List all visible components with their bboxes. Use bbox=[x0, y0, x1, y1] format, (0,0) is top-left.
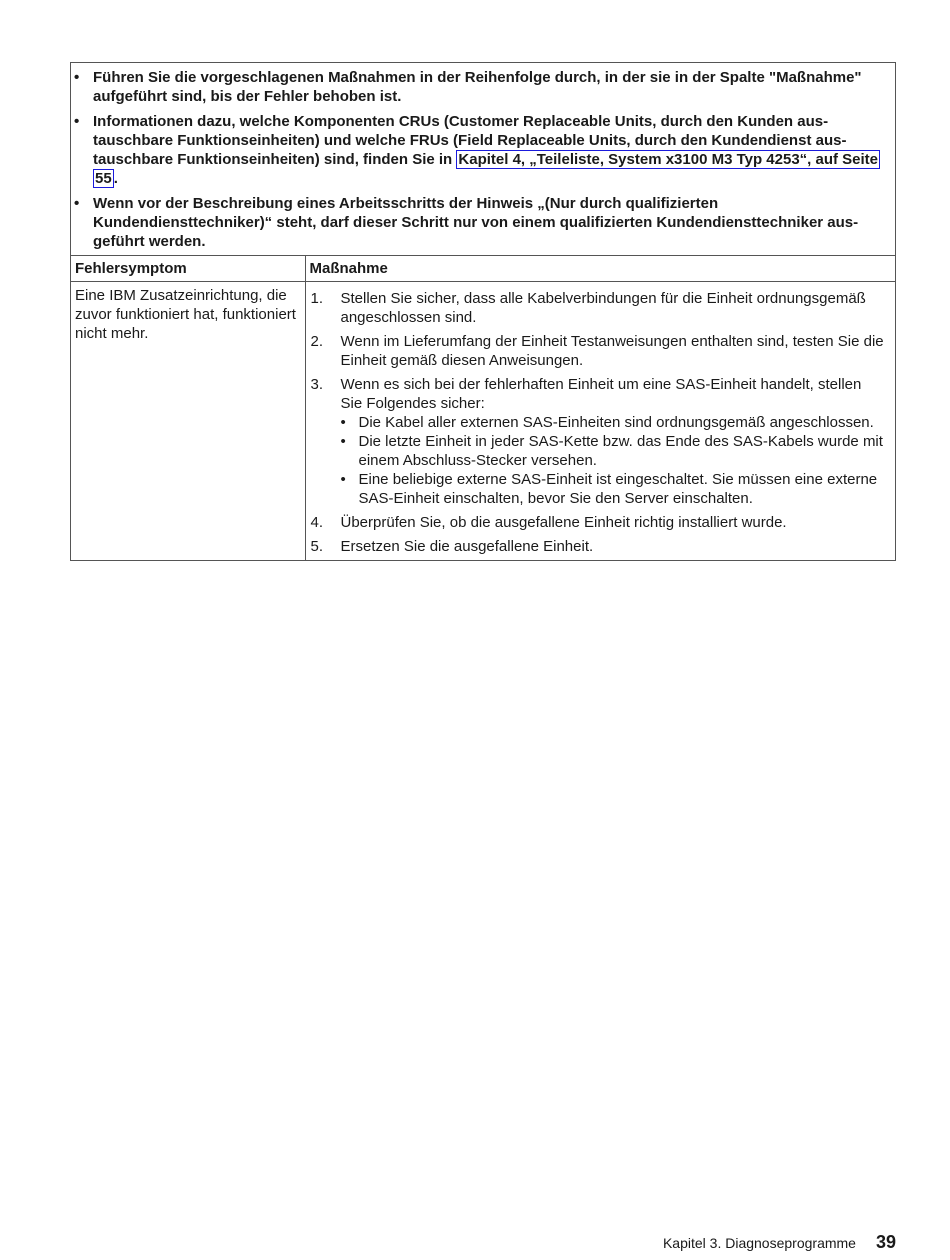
step-text: Ersetzen Sie die ausgefallene Einheit. bbox=[340, 538, 594, 555]
step-item bbox=[311, 375, 886, 508]
notes-list bbox=[71, 63, 895, 255]
page-footer bbox=[663, 1232, 896, 1253]
action-cell bbox=[305, 282, 895, 561]
note-text: Wenn vor der Beschreibung eines Arbeitsschritts der Hinweis „(Nur durch qualifizierten Kundendiensttechniker)“ steht, darf dieser Schritt nur von einem qualifizierten Kundendiensttechniker ausgeführt werden. bbox=[93, 195, 859, 250]
step-text: Wenn im Lieferumfang der Einheit Testanweisungen enthalten sind, testen Sie die Einheit gemäß diesen Anweisungen. bbox=[340, 333, 884, 369]
step-item bbox=[311, 537, 886, 556]
action-steps bbox=[310, 286, 892, 556]
step-number: 2. bbox=[310, 333, 324, 350]
table-row bbox=[71, 282, 895, 561]
step-item bbox=[311, 332, 886, 370]
sub-list bbox=[341, 413, 886, 508]
step-item bbox=[311, 289, 886, 327]
sub-item bbox=[341, 432, 886, 470]
step-text: Stellen Sie sicher, dass alle Kabelverbindungen für die Einheit ordnungsgemäß angeschlossen sind. bbox=[340, 290, 866, 326]
bullet: • bbox=[74, 195, 80, 212]
sub-item-text: Eine beliebige externe SAS-Einheit ist eingeschaltet. Sie müssen eine externe SAS-Einheit einschalten, bevor Sie den Server einschalten. bbox=[358, 471, 878, 507]
bullet: • bbox=[340, 471, 346, 488]
footer-chapter: Kapitel 3. Diagnoseprogramme bbox=[662, 1235, 856, 1251]
bullet: • bbox=[74, 69, 80, 86]
column-header-action: Maßnahme bbox=[305, 256, 895, 282]
step-number: 1. bbox=[310, 290, 324, 307]
step-item bbox=[311, 513, 886, 532]
sub-item bbox=[341, 470, 886, 508]
note-text: Informationen dazu, welche Komponenten CRUs (Customer Replaceable Units, durch den Kunden austauschbare Funktionseinheiten) und welche FRUs (Field Replaceable Units, durch den Kundendienst austauschbare Funktionseinheiten) sind, finden Sie in bbox=[93, 113, 847, 168]
note-text-end: . bbox=[113, 170, 118, 187]
symptom-cell: Eine IBM Zusatzeinrichtung, die zuvor funktioniert hat, funktioniert nicht mehr. bbox=[71, 282, 305, 561]
bullet: • bbox=[340, 433, 346, 450]
bullet: • bbox=[74, 113, 80, 130]
content-frame bbox=[70, 62, 896, 561]
sub-item-text: Die letzte Einheit in jeder SAS-Kette bzw. das Ende des SAS-Kabels wurde mit einem Abschluss-Stecker versehen. bbox=[358, 433, 883, 469]
sub-item bbox=[341, 413, 886, 432]
troubleshooting-table bbox=[71, 255, 895, 560]
page-number: 39 bbox=[875, 1232, 896, 1252]
sub-item-text: Die Kabel aller externen SAS-Einheiten sind ordnungsgemäß angeschlossen. bbox=[358, 414, 874, 431]
step-number: 5. bbox=[310, 538, 324, 555]
table-header-row bbox=[71, 256, 895, 282]
step-number: 4. bbox=[310, 514, 324, 531]
column-header-symptom: Fehlersymptom bbox=[71, 256, 305, 282]
note-item bbox=[74, 112, 889, 188]
note-item bbox=[74, 68, 889, 106]
note-item bbox=[74, 194, 889, 251]
step-text: Überprüfen Sie, ob die ausgefallene Einheit richtig installiert wurde. bbox=[340, 514, 787, 531]
step-number: 3. bbox=[310, 376, 324, 393]
step-text: Wenn es sich bei der fehlerhaften Einheit um eine SAS-Einheit handelt, stellen Sie Folgendes sicher: bbox=[340, 376, 862, 412]
chapter-4-link[interactable]: Kapitel 4, „Teileliste, System x3100 M3 Typ 4253“, auf Seite 55 bbox=[95, 151, 879, 187]
note-text: Führen Sie die vorgeschlagenen Maßnahmen in der Reihenfolge durch, in der sie in der Spalte "Maßnahme" aufgeführt sind, bis der Fehler behoben ist. bbox=[93, 69, 862, 105]
bullet: • bbox=[340, 414, 346, 431]
